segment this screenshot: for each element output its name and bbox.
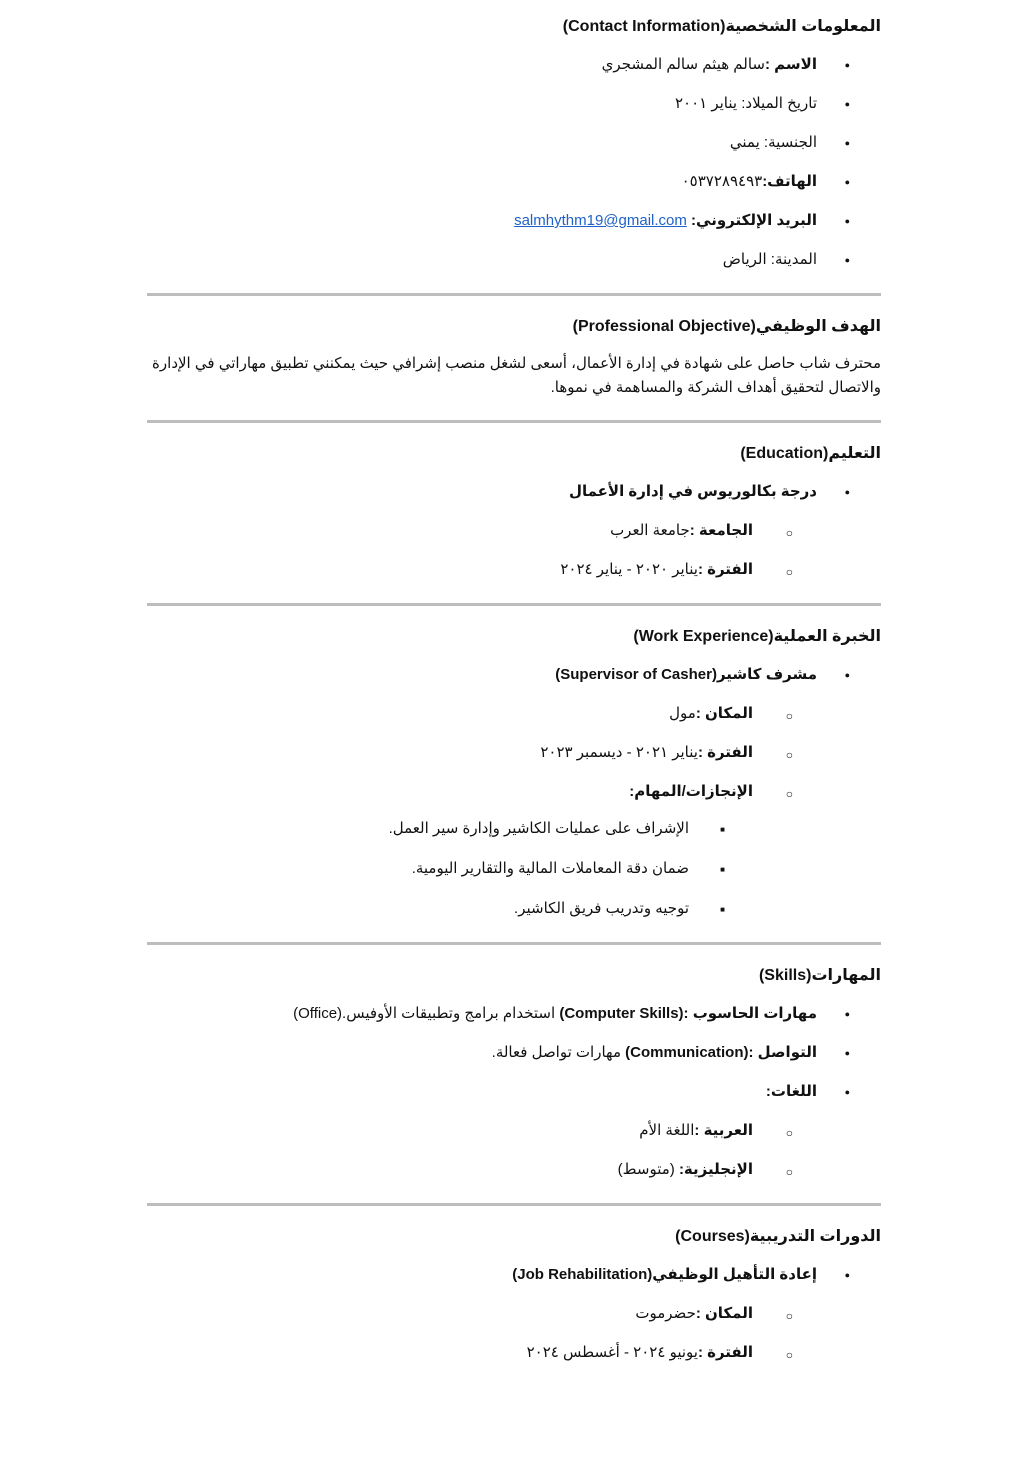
course-period	[147, 1340, 753, 1366]
task-item: ■ ضمان دقة المعاملات المالية والتقارير اليومية.	[147, 856, 689, 882]
place-value: حضرموت	[635, 1305, 696, 1322]
objective-title: الهدف الوظيفي(Professional Objective)	[572, 318, 881, 335]
contact-phone	[147, 169, 817, 195]
language-arabic	[147, 1118, 753, 1144]
task-item: ■ توجيه وتدريب فريق الكاشير.	[147, 896, 689, 922]
skill-computer	[147, 1001, 817, 1027]
job-title: مشرف كاشير(Supervisor of Casher)	[555, 666, 817, 683]
skill-communication	[147, 1040, 817, 1066]
phone-label: الهاتف:	[762, 173, 817, 190]
experience-details	[147, 701, 817, 922]
experience-title: الخبرة العملية(Work Experience)	[633, 628, 881, 645]
courses-list	[147, 1262, 881, 1366]
period-label: الفترة :	[697, 1344, 753, 1361]
education-university	[147, 518, 753, 544]
education-degree	[147, 479, 817, 583]
contact-city: ● المدينة: الرياض	[147, 247, 817, 273]
courses-section	[147, 1224, 881, 1366]
course-place	[147, 1301, 753, 1327]
period-value: يونيو ٢٠٢٤ - أغسطس ٢٠٢٤	[526, 1344, 698, 1361]
computer-label: مهارات الحاسوب :(Computer Skills)	[559, 1005, 817, 1022]
education-list	[147, 479, 881, 583]
objective-text: محترف شاب حاصل على شهادة في إدارة الأعمال، أسعى لشغل منصب إشرافي حيث يمكنني تطبيق مهاراتي في الإدارة والاتصال لتحقيق أهداف الشركة والمساهمة في نموها.	[152, 355, 881, 396]
place-label: المكان :	[695, 1305, 753, 1322]
education-details	[147, 518, 817, 583]
experience-job	[147, 662, 817, 922]
language-english	[147, 1157, 753, 1183]
section-divider	[147, 603, 881, 606]
languages-label: اللغات:	[765, 1083, 817, 1100]
period-value: يناير ٢٠٢١ - ديسمبر ٢٠٢٣	[540, 744, 698, 761]
contact-birth: ● تاريخ الميلاد: يناير ٢٠٠١	[147, 91, 817, 117]
name-value: سالم هيثم سالم المشجري	[601, 56, 765, 73]
contact-email	[147, 208, 817, 234]
place-label: المكان :	[695, 705, 753, 722]
skills-section	[147, 963, 881, 1183]
arabic-label: العربية :	[694, 1122, 753, 1139]
experience-place	[147, 701, 753, 727]
email-label: البريد الإلكتروني:	[691, 212, 817, 229]
education-section	[147, 441, 881, 583]
section-divider	[147, 942, 881, 945]
course-title: إعادة التأهيل الوظيفي(Job Rehabilitation)	[512, 1266, 817, 1283]
contact-name	[147, 52, 817, 78]
section-divider	[147, 293, 881, 296]
languages-list	[147, 1118, 817, 1183]
resume-page	[147, 0, 881, 1366]
experience-section	[147, 624, 881, 922]
skills-list	[147, 1001, 881, 1183]
period-label: الفترة :	[697, 561, 753, 578]
contact-section	[147, 14, 881, 273]
objective-section	[147, 314, 881, 400]
tasks-list	[147, 816, 753, 922]
english-value: (متوسط)	[617, 1161, 675, 1178]
contact-nationality: ● الجنسية: يمني	[147, 130, 817, 156]
experience-list	[147, 662, 881, 922]
experience-tasks	[147, 779, 753, 922]
education-title: التعليم(Education)	[740, 445, 881, 462]
arabic-value: اللغة الأم	[639, 1122, 695, 1139]
english-label: الإنجليزية:	[678, 1161, 753, 1178]
phone-value: ٠٥٣٧٢٨٩٤٩٣	[681, 173, 763, 190]
tasks-label: الإنجازات/المهام:	[629, 783, 753, 800]
period-value: يناير ٢٠٢٠ - يناير ٢٠٢٤	[560, 561, 698, 578]
contact-list	[147, 52, 881, 273]
period-label: الفترة :	[697, 744, 753, 761]
degree-text: درجة بكالوريوس في إدارة الأعمال	[568, 483, 817, 500]
education-period	[147, 557, 753, 583]
place-value: مول	[669, 705, 696, 722]
experience-period	[147, 740, 753, 766]
course-details	[147, 1301, 817, 1366]
university-value: جامعة العرب	[610, 522, 690, 539]
contact-title: المعلومات الشخصية(Contact Information)	[562, 18, 881, 35]
courses-title: الدورات التدريبية(Courses)	[675, 1228, 881, 1245]
section-divider	[147, 420, 881, 423]
computer-value: استخدام برامج وتطبيقات الأوفيس.(Office)	[293, 1005, 556, 1022]
name-label: الاسم :	[765, 56, 817, 73]
section-divider	[147, 1203, 881, 1206]
skills-title: المهارات(Skills)	[758, 967, 881, 984]
task-item: ■ الإشراف على عمليات الكاشير وإدارة سير العمل.	[147, 816, 689, 842]
skill-languages	[147, 1079, 817, 1183]
university-label: الجامعة :	[689, 522, 753, 539]
communication-value: مهارات تواصل فعالة.	[491, 1044, 621, 1061]
email-link[interactable]: salmhythm19@gmail.com	[514, 212, 687, 229]
course-item	[147, 1262, 817, 1366]
communication-label: التواصل :(Communication)	[625, 1044, 817, 1061]
